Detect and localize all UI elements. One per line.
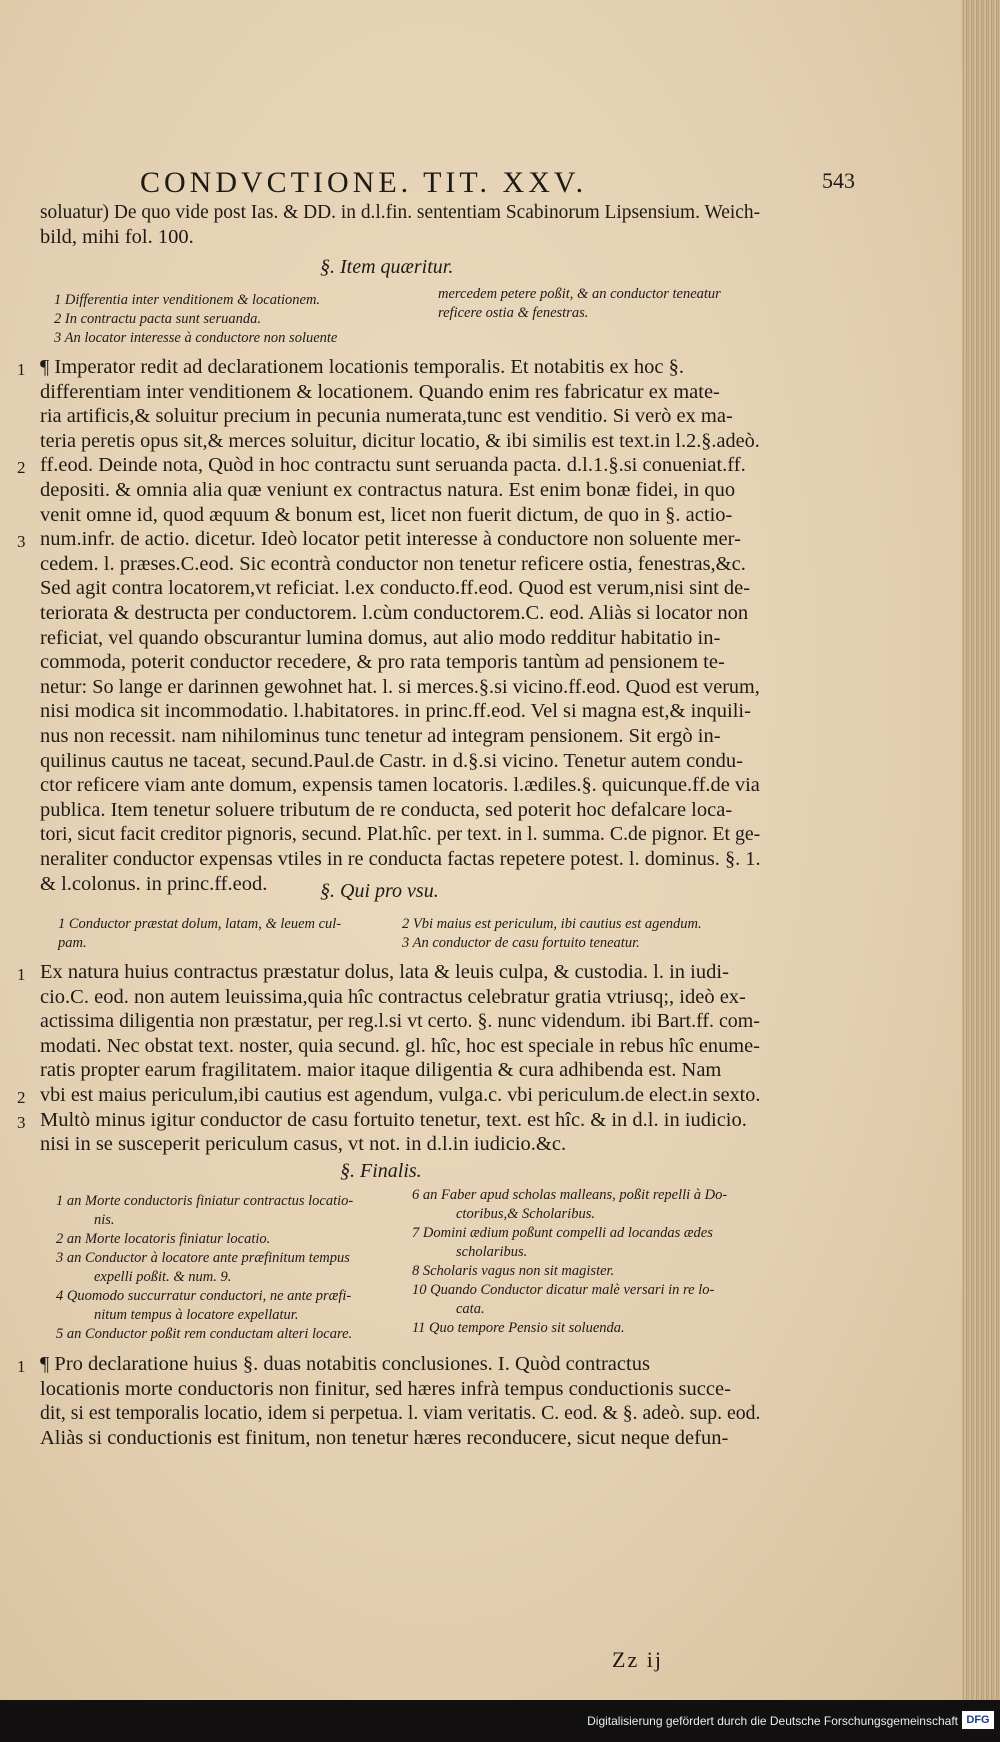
body-line: modati. Nec obstat text. noster, quia secund. gl. hîc, hoc est speciale in rebus hîc enume-: [40, 1034, 760, 1057]
summary-item: 1 Differentia inter venditionem & locationem.: [54, 292, 321, 308]
body-line: ratis propter earum fragilitatem. maior itaque diligentia & cura adhibenda est. Nam: [40, 1059, 722, 1082]
margin-note-number: 3: [17, 532, 26, 552]
summary-item: 8 Scholaris vagus non sit magister.: [412, 1263, 615, 1279]
body-line: depositi. & omnia alia quæ veniunt ex contractus natura. Est enim bonæ fidei, in quo: [40, 479, 736, 501]
dfg-logo: DFG: [962, 1711, 994, 1729]
body-line: venit omne id, quod æquum & bonum est, licet non fuerit dictum, de quo in §. actio-: [40, 503, 733, 526]
summary-item: 2 In contractu pacta sunt seruanda.: [54, 311, 262, 327]
summary-item: pam.: [58, 935, 87, 951]
summary-item: 10 Quando Conductor dicatur malè versari in re lo-: [412, 1282, 715, 1298]
body-line: ria artificis,& soluitur precium in pecunia numerata,tunc est venditio. Si verò ex ma-: [40, 405, 733, 428]
body-line: teria peretis opus sit,& merces soluitur, dicitur locatio, & ibi similis est text.in l.2.§.adeò.: [40, 429, 760, 452]
page-number: 543: [822, 168, 855, 193]
intro-line: bild, mihi fol. 100.: [40, 225, 194, 248]
body-line: & l.colonus. in princ.ff.eod.: [40, 872, 268, 895]
body-line: cedem. l. præses.C.eod. Sic econtrà conductor non tenetur reficere ostia, fenestras,&c.: [40, 552, 746, 575]
summary-item: 3 An locator interesse à conductore non soluente: [54, 330, 338, 346]
summary-item: nitum tempus à locatore expellatur.: [94, 1307, 299, 1323]
margin-note-number: 1: [17, 1357, 26, 1376]
summary-item: expelli poßit. & num. 9.: [94, 1269, 232, 1285]
summary-item: 2 Vbi maius est periculum, ibi cautius est agendum.: [402, 916, 702, 932]
summary-item: 5 an Conductor poßit rem conductam alteri locare.: [56, 1326, 353, 1342]
summary-item: nis.: [94, 1212, 115, 1228]
body-line: teriorata & destructa per conductorem. l.cùm conductorem.C. eod. Aliàs si locator non: [40, 602, 749, 624]
book-fore-edge: [962, 0, 1000, 1700]
body-line: neraliter conductor expensas vtiles in re conducta factas repetere potest. l. dominus. §. 1.: [40, 848, 761, 870]
summary-item: 2 an Morte locatoris finiatur locatio.: [56, 1231, 271, 1247]
summary-item: 4 Quomodo succurratur conductori, ne ante præfi-: [56, 1288, 352, 1304]
section-rubric: §. Qui pro vsu.: [320, 880, 439, 902]
summary-item: 3 an Conductor à locatore ante præfinitum tempus: [56, 1250, 350, 1266]
body-line: actissima diligentia non præstatur, per reg.l.si vt certo. §. nunc videndum. ibi Bart.ff. com-: [40, 1010, 760, 1033]
body-line: ctor reficere viam ante domum, expensis tamen locatoris. l.ædiles.§. quicunque.ff.de via: [40, 774, 760, 797]
body-line: vbi est maius periculum,ibi cautius est agendum, vulga.c. vbi periculum.de elect.in sexto.: [40, 1084, 761, 1106]
body-line: nisi modica sit incommodatio. l.habitatores. in princ.ff.eod. Vel si magna est,& inquili-: [40, 700, 751, 723]
section-rubric: §. Finalis.: [340, 1160, 422, 1182]
body-line: nus non recessit. nam nihilominus tunc tenetur ad integram pensionem. Sit ergò in-: [40, 725, 721, 747]
body-line: Sed agit contra locatorem,vt reficiat. l.ex conducto.ff.eod. Quod est verum,nisi sint de-: [40, 577, 751, 600]
margin-note-number: 1: [17, 965, 26, 984]
body-line: num.infr. de actio. dicetur. Ideò locator petit interesse à conductore non soluente mer-: [40, 528, 741, 551]
margin-note-number: 2: [17, 1088, 26, 1107]
summary-item: 7 Domini ædium poßunt compelli ad locandas ædes: [412, 1225, 713, 1241]
summary-item: 3 An conductor de casu fortuito teneatur.: [402, 935, 640, 951]
intro-line: soluatur) De quo vide post Ias. & DD. in d.l.fin. sententiam Scabinorum Lipsensium. Weich-: [40, 201, 761, 223]
body-line: ¶ Imperator redit ad declarationem locationis temporalis. Et notabitis ex hoc §.: [40, 356, 685, 378]
body-line: ¶ Pro declaratione huius §. duas notabitis conclusiones. I. Quòd contractus: [40, 1353, 650, 1375]
body-line: nisi in se susceperit periculum casus, vt not. in d.l.in iudicio.&c.: [40, 1133, 567, 1156]
body-line: quilinus cautus ne taceat, secund.Paul.de Castr. in d.§.si vicino. Tenetur autem condu-: [40, 749, 743, 772]
body-line: ff.eod. Deinde nota, Quòd in hoc contractu sunt seruanda pacta. d.l.1.§.si conueniat.ff.: [40, 454, 746, 477]
summary-item: mercedem petere poßit, & an conductor teneatur: [438, 286, 721, 302]
summary-item: ctoribus,& Scholaribus.: [456, 1206, 595, 1222]
body-line: differentiam inter venditionem & locationem. Quando enim res fabricatur ex mate-: [40, 380, 720, 403]
summary-item: cata.: [456, 1301, 485, 1317]
digitization-credit: Digitalisierung gefördert durch die Deutsche Forschungsgemeinschaft: [587, 1714, 958, 1728]
body-line: Aliàs si conductionis est finitum, non tenetur hæres reconducere, sicut neque defun-: [40, 1426, 729, 1449]
body-line: tori, sicut facit creditor pignoris, secund. Plat.hîc. per text. in l. summa. C.de pignor. Et ge-: [40, 823, 761, 846]
summary-item: 1 Conductor præstat dolum, latam, & leuem cul-: [58, 916, 342, 932]
summary-item: scholaribus.: [456, 1244, 528, 1260]
body-line: Multò minus igitur conductor de casu fortuito tenetur, text. est hîc. & in d.l. in iudicio.: [40, 1108, 747, 1131]
body-line: commoda, poterit conductor recedere, & pro rata temporis tantùm ad pensionem te-: [40, 651, 725, 674]
margin-note-number: 3: [17, 1112, 26, 1132]
body-line: reficiat, vel quando obscurantur lumina domus, aut alio modo redditur habitatio in-: [40, 626, 721, 649]
margin-note-number: 1: [17, 360, 26, 379]
summary-item: 11 Quo tempore Pensio sit soluenda.: [412, 1320, 625, 1336]
body-line: locationis morte conductoris non finitur, sed hæres infrà tempus conductionis succe-: [40, 1377, 731, 1400]
section-rubric: §. Item quæritur.: [320, 256, 454, 278]
body-line: dit, si est temporalis locatio, idem si perpetua. l. viam veritatis. C. eod. & §. adeò. sup. eod.: [40, 1402, 761, 1425]
summary-item: reficere ostia & fenestras.: [438, 305, 589, 321]
body-line: publica. Item tenetur soluere tributum de re conducta, sed poterit hoc defalcare loca-: [40, 798, 733, 821]
summary-item: 1 an Morte conductoris finiatur contractus locatio-: [56, 1193, 354, 1209]
body-line: cio.C. eod. non autem leuissima,quia hîc contractus celebratur gratia vtriusq;, ideò ex-: [40, 985, 746, 1008]
body-line: netur: So lange er darinnen gewohnet hat. l. si merces.§.si vicino.ff.eod. Quod est verum,: [40, 675, 760, 698]
body-line: Ex natura huius contractus præstatur dolus, lata & leuis culpa, & custodia. l. in iudi-: [40, 961, 729, 983]
running-header: CONDVCTIONE. TIT. XXV.: [140, 166, 588, 199]
margin-note-number: 2: [17, 458, 26, 478]
summary-item: 6 an Faber apud scholas malleans, poßit repelli à Do-: [412, 1187, 728, 1203]
signature-mark: Zz ij: [612, 1647, 663, 1672]
